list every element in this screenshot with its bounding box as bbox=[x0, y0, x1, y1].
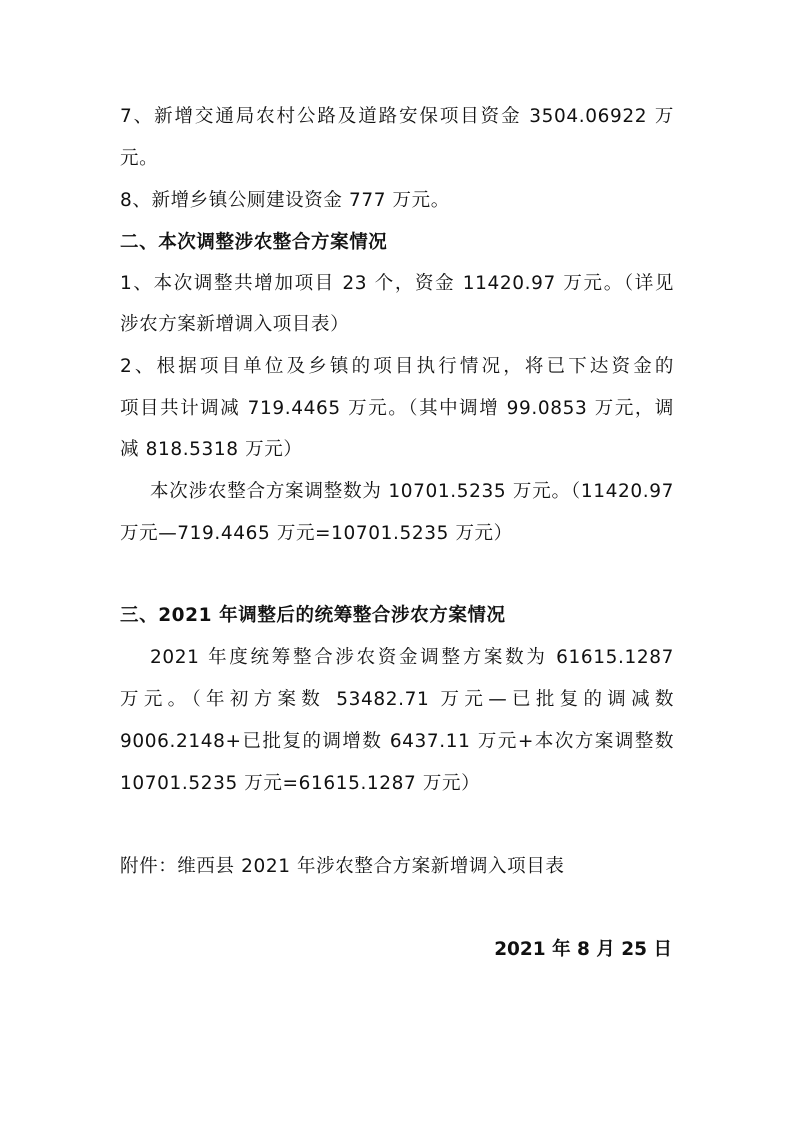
section3-heading: 三、2021 年调整后的统筹整合涉农方案情况 bbox=[120, 605, 506, 626]
section2-p1-line1: 1、本次调整共增加项目 23 个，资金 11420.97 万元。（详见 bbox=[120, 273, 674, 294]
section2-p2-line1: 2、根据项目单位及乡镇的项目执行情况，将已下达资金的 bbox=[120, 356, 674, 377]
section3-p1-line2: 万元。（年初方案数 53482.71 万元—已批复的调减数 bbox=[120, 689, 674, 710]
section2-summary-line1: 本次涉农整合方案调整数为 10701.5235 万元。（11420.97 bbox=[150, 481, 674, 502]
section2-heading: 二、本次调整涉农整合方案情况 bbox=[120, 232, 388, 253]
section3-p1-line1: 2021 年度统筹整合涉农资金调整方案数为 61615.1287 bbox=[150, 647, 674, 668]
section2-p2-line3: 减 818.5318 万元） bbox=[120, 439, 303, 460]
section2-p1-line2: 涉农方案新增调入项目表） bbox=[120, 314, 350, 335]
section2-p2-line2: 项目共计调减 719.4465 万元。（其中调增 99.0853 万元，调 bbox=[120, 398, 674, 419]
attachment-note: 附件：维西县 2021 年涉农整合方案新增调入项目表 bbox=[120, 856, 565, 877]
document-date: 2021 年 8 月 25 日 bbox=[494, 939, 672, 960]
section2-summary-line2: 万元—719.4465 万元=10701.5235 万元） bbox=[120, 523, 513, 544]
section3-p1-line4: 10701.5235 万元=61615.1287 万元） bbox=[120, 773, 481, 794]
item8-text: 8、新增乡镇公厕建设资金 777 万元。 bbox=[120, 190, 450, 211]
item7-line1: 7、新增交通局农村公路及道路安保项目资金 3504.06922 万 bbox=[120, 106, 674, 127]
section3-p1-line3: 9006.2148+已批复的调增数 6437.11 万元+本次方案调整数 bbox=[120, 731, 674, 752]
item7-line2: 元。 bbox=[120, 148, 159, 169]
